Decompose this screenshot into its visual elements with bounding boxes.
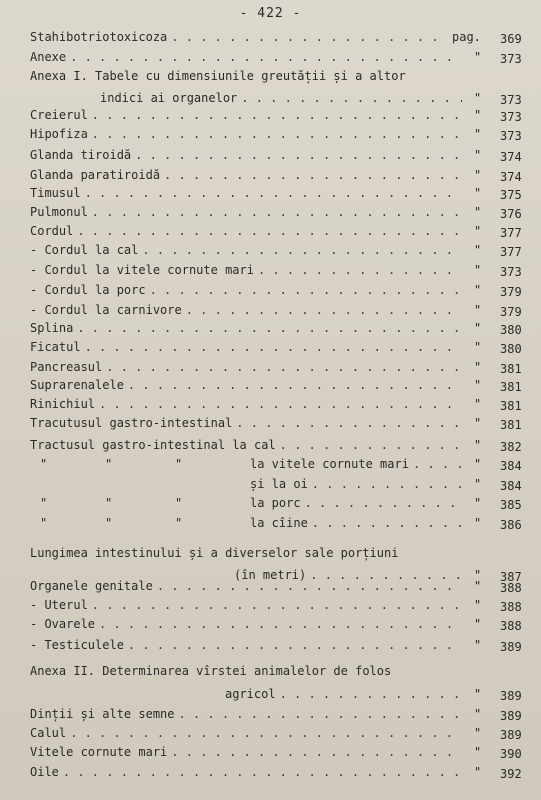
toc-entry-page: 377 xyxy=(500,245,522,259)
ditto-mark: " xyxy=(175,457,183,471)
toc-entry-label: - Ovarele xyxy=(30,617,96,631)
dot-leader xyxy=(92,108,462,122)
toc-entry xyxy=(0,340,541,358)
toc-entry-page: 376 xyxy=(500,207,522,221)
ditto-mark: " xyxy=(474,168,482,182)
toc-entry-label: - Cordul la porc xyxy=(30,283,146,297)
toc-entry-page: 375 xyxy=(500,188,522,202)
toc-entry-label: Suprarenalele xyxy=(30,378,124,392)
ditto-mark: " xyxy=(105,496,113,510)
ditto-mark: " xyxy=(474,638,482,652)
toc-entry-page: 381 xyxy=(500,399,522,413)
toc-entry xyxy=(0,638,541,656)
toc-entry xyxy=(0,50,541,68)
toc-entry-page: 389 xyxy=(500,709,522,723)
ditto-mark: " xyxy=(474,186,482,200)
toc-entry-page: 379 xyxy=(500,305,522,319)
toc-entry-page: 373 xyxy=(500,93,522,107)
toc-entry-label: Timusul xyxy=(30,186,81,200)
toc-entry xyxy=(0,127,541,145)
toc-entry xyxy=(0,148,541,166)
toc-entry-page: 382 xyxy=(500,440,522,454)
toc-entry-label: - Cordul la cal xyxy=(30,243,139,257)
toc-entry xyxy=(0,745,541,763)
toc-entry-label: și la oi xyxy=(250,477,308,491)
toc-entry-label: Glanda tiroidă xyxy=(30,148,132,162)
ditto-mark: " xyxy=(474,438,482,452)
toc-entry-label: Oile xyxy=(30,765,59,779)
ditto-mark: " xyxy=(474,378,482,392)
toc-entry-label: Tracutusul gastro-intestinal xyxy=(30,416,233,430)
ditto-mark: " xyxy=(474,340,482,354)
toc-entry-page: 392 xyxy=(500,767,522,781)
ditto-mark: " xyxy=(474,707,482,721)
toc-entry-label: Cordul xyxy=(30,224,74,238)
toc-entry-page: 387 xyxy=(500,570,522,584)
toc-entry-label: Stahibotriotoxicoza xyxy=(30,30,168,44)
toc-entry xyxy=(0,186,541,204)
toc-entry xyxy=(0,765,541,783)
dot-leader xyxy=(70,726,462,740)
toc-entry-label: (în metri) xyxy=(234,568,307,582)
dot-leader xyxy=(85,186,462,200)
toc-entry-label: Vitele cornute mari xyxy=(30,745,168,759)
ditto-mark: " xyxy=(474,91,482,105)
toc-entry xyxy=(0,378,541,396)
dot-leader xyxy=(236,416,462,430)
dot-leader xyxy=(92,127,462,141)
toc-entry-label: Pancreasul xyxy=(30,360,103,374)
toc-entry xyxy=(0,91,541,109)
toc-entry-label: Calul xyxy=(30,726,67,740)
dot-leader xyxy=(106,360,462,374)
ditto-mark: " xyxy=(474,726,482,740)
dot-leader xyxy=(171,745,462,759)
dot-leader xyxy=(77,321,462,335)
toc-entry-page: 389 xyxy=(500,728,522,742)
ditto-mark: " xyxy=(474,50,482,64)
dot-leader xyxy=(413,457,462,471)
toc-entry-label: la cîine xyxy=(250,516,308,530)
toc-entry-label: Creierul xyxy=(30,108,88,122)
toc-entry xyxy=(0,360,541,378)
toc-entry xyxy=(0,303,541,321)
ditto-mark: " xyxy=(474,496,482,510)
dot-leader xyxy=(258,263,462,277)
ditto-mark: " xyxy=(474,397,482,411)
toc-entry-label: Anexa I. Tabele cu dimensiunile greutății și a altor xyxy=(30,69,406,83)
toc-entry-label: indici ai organelor xyxy=(100,91,238,105)
toc-entry-label: Splina xyxy=(30,321,74,335)
toc-entry-label: Ficatul xyxy=(30,340,81,354)
dot-leader xyxy=(70,50,462,64)
ditto-mark: " xyxy=(474,283,482,297)
toc-entry-label: Glanda paratiroidă xyxy=(30,168,161,182)
toc-entry-page: 381 xyxy=(500,362,522,376)
toc-entry xyxy=(0,598,541,616)
toc-entry-label: Anexa II. Determinarea vîrstei animalelor de folos xyxy=(30,664,392,678)
ditto-mark: " xyxy=(40,516,48,530)
dot-leader xyxy=(171,30,445,44)
ditto-mark: " xyxy=(175,516,183,530)
dot-leader xyxy=(312,477,462,491)
dot-leader xyxy=(63,765,462,779)
ditto-mark: " xyxy=(474,224,482,238)
toc-entry-page: 384 xyxy=(500,459,522,473)
toc-entry-label: - Cordul la vitele cornute mari xyxy=(30,263,254,277)
toc-entry xyxy=(0,168,541,186)
dot-leader xyxy=(186,303,462,317)
ditto-mark: " xyxy=(474,617,482,631)
toc-entry-page: 373 xyxy=(500,110,522,124)
toc-entry xyxy=(0,496,541,514)
ditto-mark: " xyxy=(474,477,482,491)
toc-entry xyxy=(0,687,541,705)
toc-entry-page: 389 xyxy=(500,640,522,654)
toc-entry-label: Rinichiul xyxy=(30,397,96,411)
toc-entry xyxy=(0,516,541,534)
toc-entry xyxy=(0,30,541,48)
toc-entry-label: Hipofiza xyxy=(30,127,88,141)
toc-entry-page: 369 xyxy=(500,32,522,46)
dot-leader xyxy=(99,617,462,631)
ditto-mark: " xyxy=(474,303,482,317)
page-number: - 422 - xyxy=(239,6,302,21)
toc-entry xyxy=(0,69,541,87)
ditto-mark: " xyxy=(474,321,482,335)
toc-entry xyxy=(0,477,541,495)
toc-entry-page: 374 xyxy=(500,170,522,184)
dot-leader xyxy=(164,168,462,182)
dot-leader xyxy=(99,397,462,411)
toc-entry xyxy=(0,617,541,635)
toc-entry-label: - Uterul xyxy=(30,598,88,612)
dot-leader xyxy=(92,205,462,219)
ditto-mark: " xyxy=(105,516,113,530)
ditto-mark: " xyxy=(474,205,482,219)
toc-entry-page: 388 xyxy=(500,619,522,633)
ditto-mark: " xyxy=(40,457,48,471)
toc-entry-label: - Cordul la carnivore xyxy=(30,303,182,317)
dot-leader xyxy=(150,283,462,297)
toc-entry xyxy=(0,579,541,597)
ditto-mark: " xyxy=(474,687,482,701)
toc-entry-page: 381 xyxy=(500,418,522,432)
ditto-mark: " xyxy=(175,496,183,510)
toc-entry xyxy=(0,546,541,564)
toc-entry-label: la vitele cornute mari xyxy=(250,457,409,471)
dot-leader xyxy=(157,579,462,593)
toc-entry-page: 388 xyxy=(500,581,522,595)
toc-entry-label: - Testiculele xyxy=(30,638,124,652)
toc-entry-page: 386 xyxy=(500,518,522,532)
ditto-mark: " xyxy=(474,148,482,162)
toc-entry-label: agricol xyxy=(225,687,276,701)
ditto-mark: " xyxy=(474,108,482,122)
toc-entry xyxy=(0,205,541,223)
dot-leader xyxy=(280,687,462,701)
dot-leader xyxy=(135,148,462,162)
toc-entry xyxy=(0,263,541,281)
toc-entry xyxy=(0,397,541,415)
dot-leader xyxy=(179,707,463,721)
dot-leader xyxy=(128,378,462,392)
toc-entry-page: 379 xyxy=(500,285,522,299)
toc-entry xyxy=(0,108,541,126)
toc-entry xyxy=(0,243,541,261)
dot-leader xyxy=(85,340,462,354)
toc-entry-page: 373 xyxy=(500,52,522,66)
toc-entry xyxy=(0,726,541,744)
toc-entry-label: la porc xyxy=(250,496,301,510)
toc-entry xyxy=(0,664,541,682)
toc-entry xyxy=(0,457,541,475)
ditto-mark: " xyxy=(474,568,482,582)
dot-leader xyxy=(77,224,462,238)
dot-leader xyxy=(312,516,462,530)
ditto-mark: " xyxy=(474,516,482,530)
toc-entry-page: 374 xyxy=(500,150,522,164)
ditto-mark: " xyxy=(474,457,482,471)
toc-entry-page: 377 xyxy=(500,226,522,240)
toc-entry-page: 380 xyxy=(500,342,522,356)
toc-entry-label: Organele genitale xyxy=(30,579,153,593)
ditto-mark: " xyxy=(474,598,482,612)
toc-entry-page: 373 xyxy=(500,129,522,143)
ditto-mark: " xyxy=(474,360,482,374)
toc-entry xyxy=(0,321,541,339)
toc-entry-page: 373 xyxy=(500,265,522,279)
toc-entry xyxy=(0,438,541,456)
toc-entry-label: Tractusul gastro-intestinal la cal xyxy=(30,438,276,452)
toc-entry-page: 381 xyxy=(500,380,522,394)
dot-leader xyxy=(241,91,462,105)
toc-entry-page: 388 xyxy=(500,600,522,614)
dot-leader xyxy=(92,598,462,612)
toc-entry xyxy=(0,416,541,434)
ditto-mark: " xyxy=(474,127,482,141)
toc-entry-label: Pulmonul xyxy=(30,205,88,219)
toc-entry-page: 390 xyxy=(500,747,522,761)
ditto-mark: " xyxy=(474,745,482,759)
toc-entry xyxy=(0,707,541,725)
dot-leader xyxy=(280,438,462,452)
dot-leader xyxy=(305,496,462,510)
toc-entry xyxy=(0,283,541,301)
ditto-mark: " xyxy=(474,263,482,277)
toc-entry-page: 385 xyxy=(500,498,522,512)
toc-entry-page: 384 xyxy=(500,479,522,493)
toc-entry-page: 389 xyxy=(500,689,522,703)
toc-entry-label: Lungimea intestinului și a diverselor sale porțiuni xyxy=(30,546,399,560)
toc-entry-page: 380 xyxy=(500,323,522,337)
toc-entry-label: Anexe xyxy=(30,50,67,64)
toc-entry xyxy=(0,224,541,242)
toc-entry-label: Dinții și alte semne xyxy=(30,707,175,721)
dot-leader xyxy=(142,243,462,257)
ditto-mark: " xyxy=(40,496,48,510)
ditto-mark: " xyxy=(474,243,482,257)
ditto-mark: " xyxy=(474,416,482,430)
ditto-mark: " xyxy=(105,457,113,471)
pag-label: pag. xyxy=(452,30,481,44)
dot-leader xyxy=(128,638,462,652)
ditto-mark: " xyxy=(474,579,482,593)
ditto-mark: " xyxy=(474,765,482,779)
